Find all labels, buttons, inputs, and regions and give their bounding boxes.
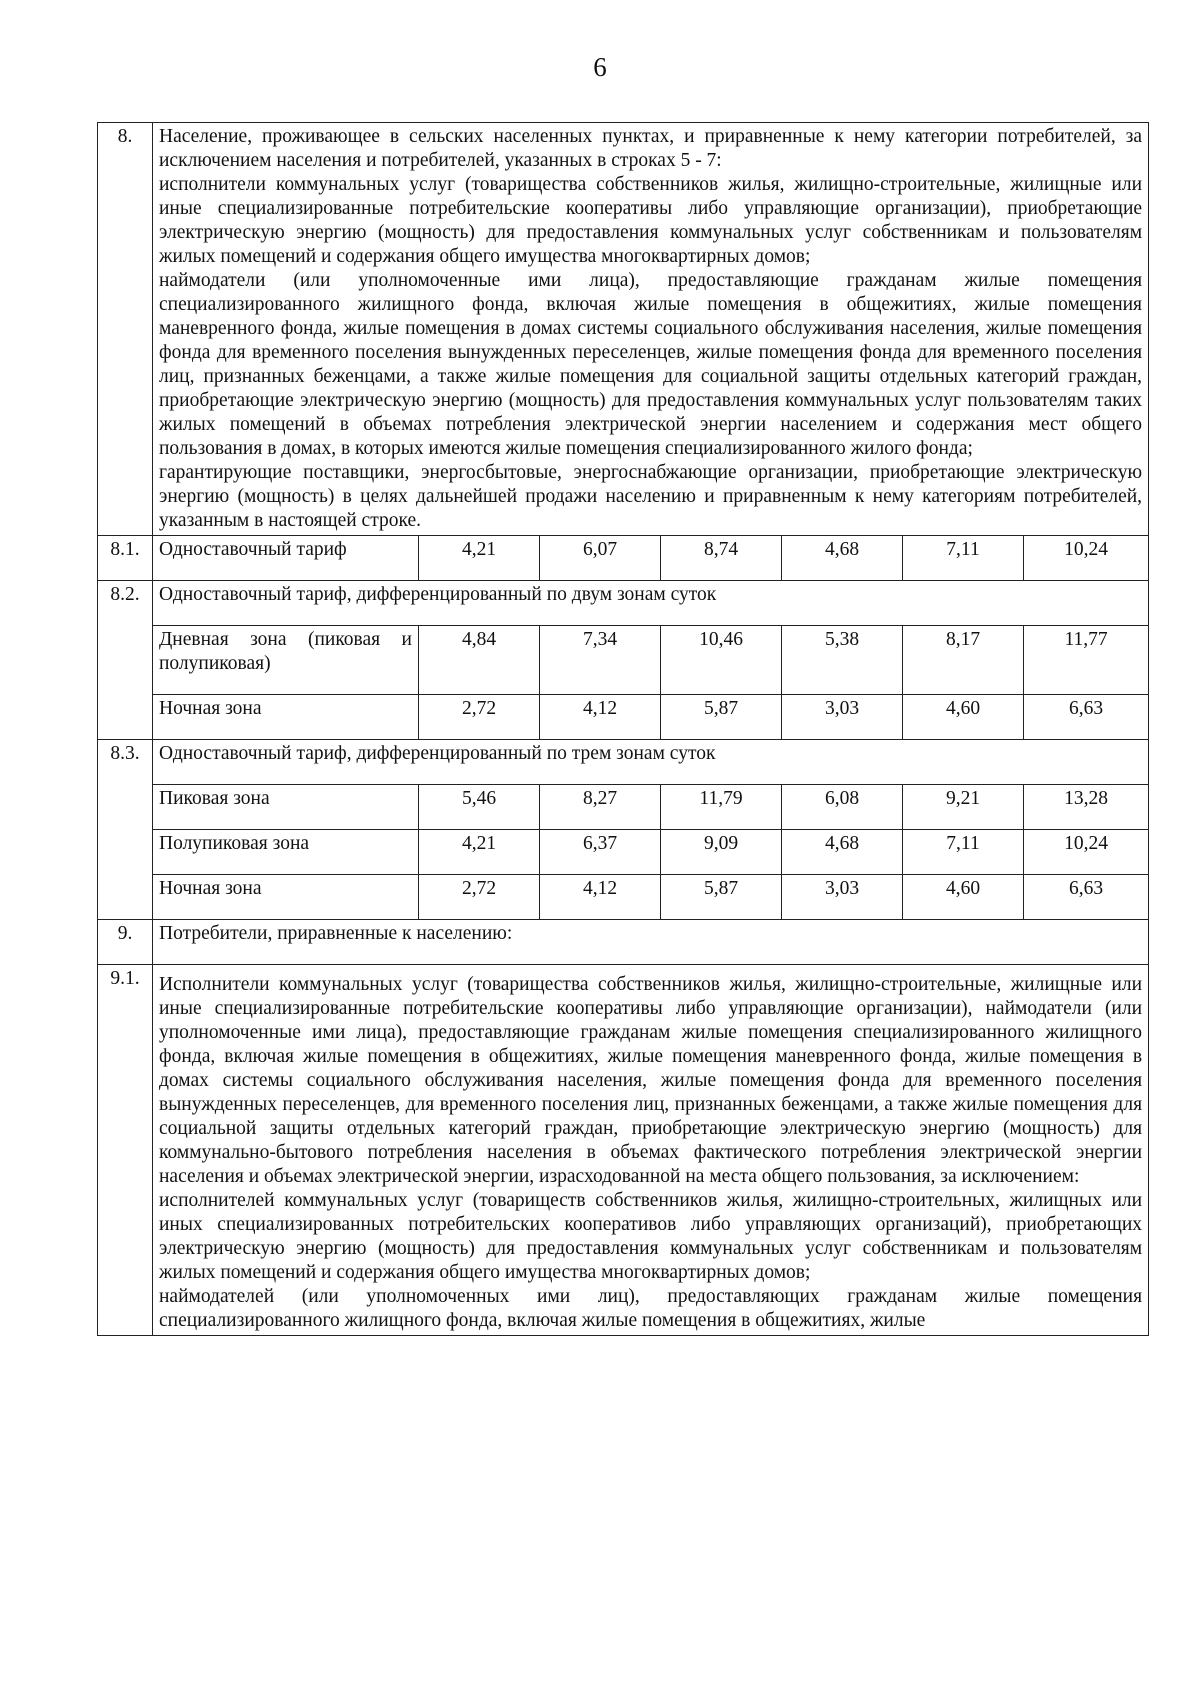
paragraph: Население, проживающее в сельских населенных пунктах, и приравненные к нему категории потребителей, за исключением населения и потребителей, указанных в строках 5 - 7: [159,126,1143,171]
row-8-1 [98,536,1149,581]
tariff-value: 4,12 [540,695,661,740]
tariff-group-header: Одноставочный тариф, дифференцированный по двум зонам суток [153,581,1149,626]
tariff-value: 6,37 [540,830,661,875]
tariff-value: 5,38 [782,626,903,695]
tariff-value: 5,87 [661,875,782,920]
tariff-label: Ночная зона [153,695,419,740]
tariff-value: 5,46 [419,785,540,830]
tariff-value: 10,24 [1024,830,1149,875]
tariff-group-header: Одноставочный тариф, дифференцированный по трем зонам суток [153,740,1149,785]
row-description: Потребители, приравненные к населению: [153,920,1149,965]
tariff-value: 2,72 [419,875,540,920]
tariff-value: 2,72 [419,695,540,740]
tariff-label: Пиковая зона [153,785,419,830]
tariff-label: Дневная зона (пиковая и полупиковая) [153,626,419,695]
tariff-label: Одноставочный тариф [153,536,419,581]
tariff-value: 3,03 [782,695,903,740]
row-8-3 [98,740,1149,785]
row-number: 8. [98,123,153,536]
tariff-value: 6,63 [1024,875,1149,920]
row-number: 8.2. [98,581,153,740]
tariff-table [97,122,1149,1336]
tariff-value: 8,27 [540,785,661,830]
row-8-2-day [98,626,1149,695]
tariff-value: 8,74 [661,536,782,581]
tariff-value: 9,21 [903,785,1024,830]
row-description [153,123,1149,536]
tariff-value: 4,60 [903,695,1024,740]
tariff-value: 6,08 [782,785,903,830]
row-number: 9. [98,920,153,965]
tariff-value: 9,09 [661,830,782,875]
tariff-value: 4,12 [540,875,661,920]
tariff-value: 3,03 [782,875,903,920]
tariff-label: Полупиковая зона [153,830,419,875]
paragraph: наймодатели (или уполномоченные ими лица), предоставляющие гражданам жилые помещения специализированного жилищного фонда, включая жилые помещения в общежитиях, жилые помещения маневренного фонда, жилые помещения в домах системы социального обслуживания населения, жилые помещения фонда для временного поселения вынужденных переселенцев, жилые помещения фонда для временного поселения лиц, признанных беженцами, а также жилые помещения для социальной защиты отдельных категорий граждан, приобретающие электрическую энергию (мощность) для предоставления коммунальных услуг пользователям таких жилых помещений в объемах потребления электрической энергии населением и содержания мест общего пользования в домах, в которых имеются жилые помещения специализированного жилого фонда; [159,270,1143,459]
row-number: 9.1. [98,965,153,1336]
row-8-2-night [98,695,1149,740]
tariff-value: 6,63 [1024,695,1149,740]
row-9-1 [98,965,1149,1336]
tariff-value: 10,46 [661,626,782,695]
tariff-label: Ночная зона [153,875,419,920]
tariff-value: 10,24 [1024,536,1149,581]
paragraph: исполнители коммунальных услуг (товарищества собственников жилья, жилищно-строительные, жилищные или иные специализированные потребительские кооперативы либо управляющие организации), приобретающие электрическую энергию (мощность) для предоставления коммунальных услуг собственникам и пользователям жилых помещений и содержания общего имущества многоквартирных домов; [159,174,1143,267]
tariff-value: 11,79 [661,785,782,830]
row-8-3-night [98,875,1149,920]
row-8 [98,123,1149,536]
paragraph: исполнителей коммунальных услуг (товариществ собственников жилья, жилищно-строительных, жилищных или иных специализированных потребительских кооперативов либо управляющих организаций), приобретающих электрическую энергию (мощность) для предоставления коммунальных услуг собственникам и пользователям жилых помещений и содержания общего имущества многоквартирных домов; [159,1190,1143,1283]
tariff-value: 4,21 [419,830,540,875]
tariff-value: 5,87 [661,695,782,740]
paragraph: Исполнители коммунальных услуг (товарищества собственников жилья, жилищно-строительные, жилищные или иные специализированные потребительские кооперативы либо управляющие организации), наймодатели (или уполномоченные ими лица), предоставляющие гражданам жилые помещения специализированного жилищного фонда, включая жилые помещения в общежитиях, жилые помещения маневренного фонда, жилые помещения в домах системы социального обслуживания населения, жилые помещения фонда для временного поселения вынужденных переселенцев, для временного поселения лиц, признанных беженцами, а также жилые помещения для социальной защиты отдельных категорий граждан, приобретающие электрическую энергию (мощность) для коммунально-бытового потребления населения в объемах фактического потребления электрической энергии населения и объемах электрической энергии, израсходованной на места общего пользования, за исключением: [159,974,1143,1187]
row-number: 8.1. [98,536,153,581]
tariff-value: 8,17 [903,626,1024,695]
page-number: 6 [593,52,607,82]
row-9 [98,920,1149,965]
row-description [153,965,1149,1336]
row-number: 8.3. [98,740,153,920]
paragraph: гарантирующие поставщики, энергосбытовые, энергоснабжающие организации, приобретающие электрическую энергию (мощность) в целях дальнейшей продажи населению и приравненным к нему категориям потребителей, указанным в настоящей строке. [159,462,1143,531]
tariff-value: 4,60 [903,875,1024,920]
row-8-2 [98,581,1149,626]
tariff-value: 7,11 [903,830,1024,875]
tariff-value: 7,11 [903,536,1024,581]
tariff-value: 11,77 [1024,626,1149,695]
row-8-3-peak [98,785,1149,830]
tariff-value: 4,68 [782,536,903,581]
row-8-3-semipeak [98,830,1149,875]
tariff-value: 4,68 [782,830,903,875]
tariff-value: 13,28 [1024,785,1149,830]
tariff-value: 4,84 [419,626,540,695]
tariff-value: 7,34 [540,626,661,695]
tariff-value: 6,07 [540,536,661,581]
tariff-value: 4,21 [419,536,540,581]
paragraph: наймодателей (или уполномоченных ими лиц), предоставляющих гражданам жилые помещения специализированного жилищного фонда, включая жилые помещения в общежитиях, жилые [159,1286,1143,1331]
